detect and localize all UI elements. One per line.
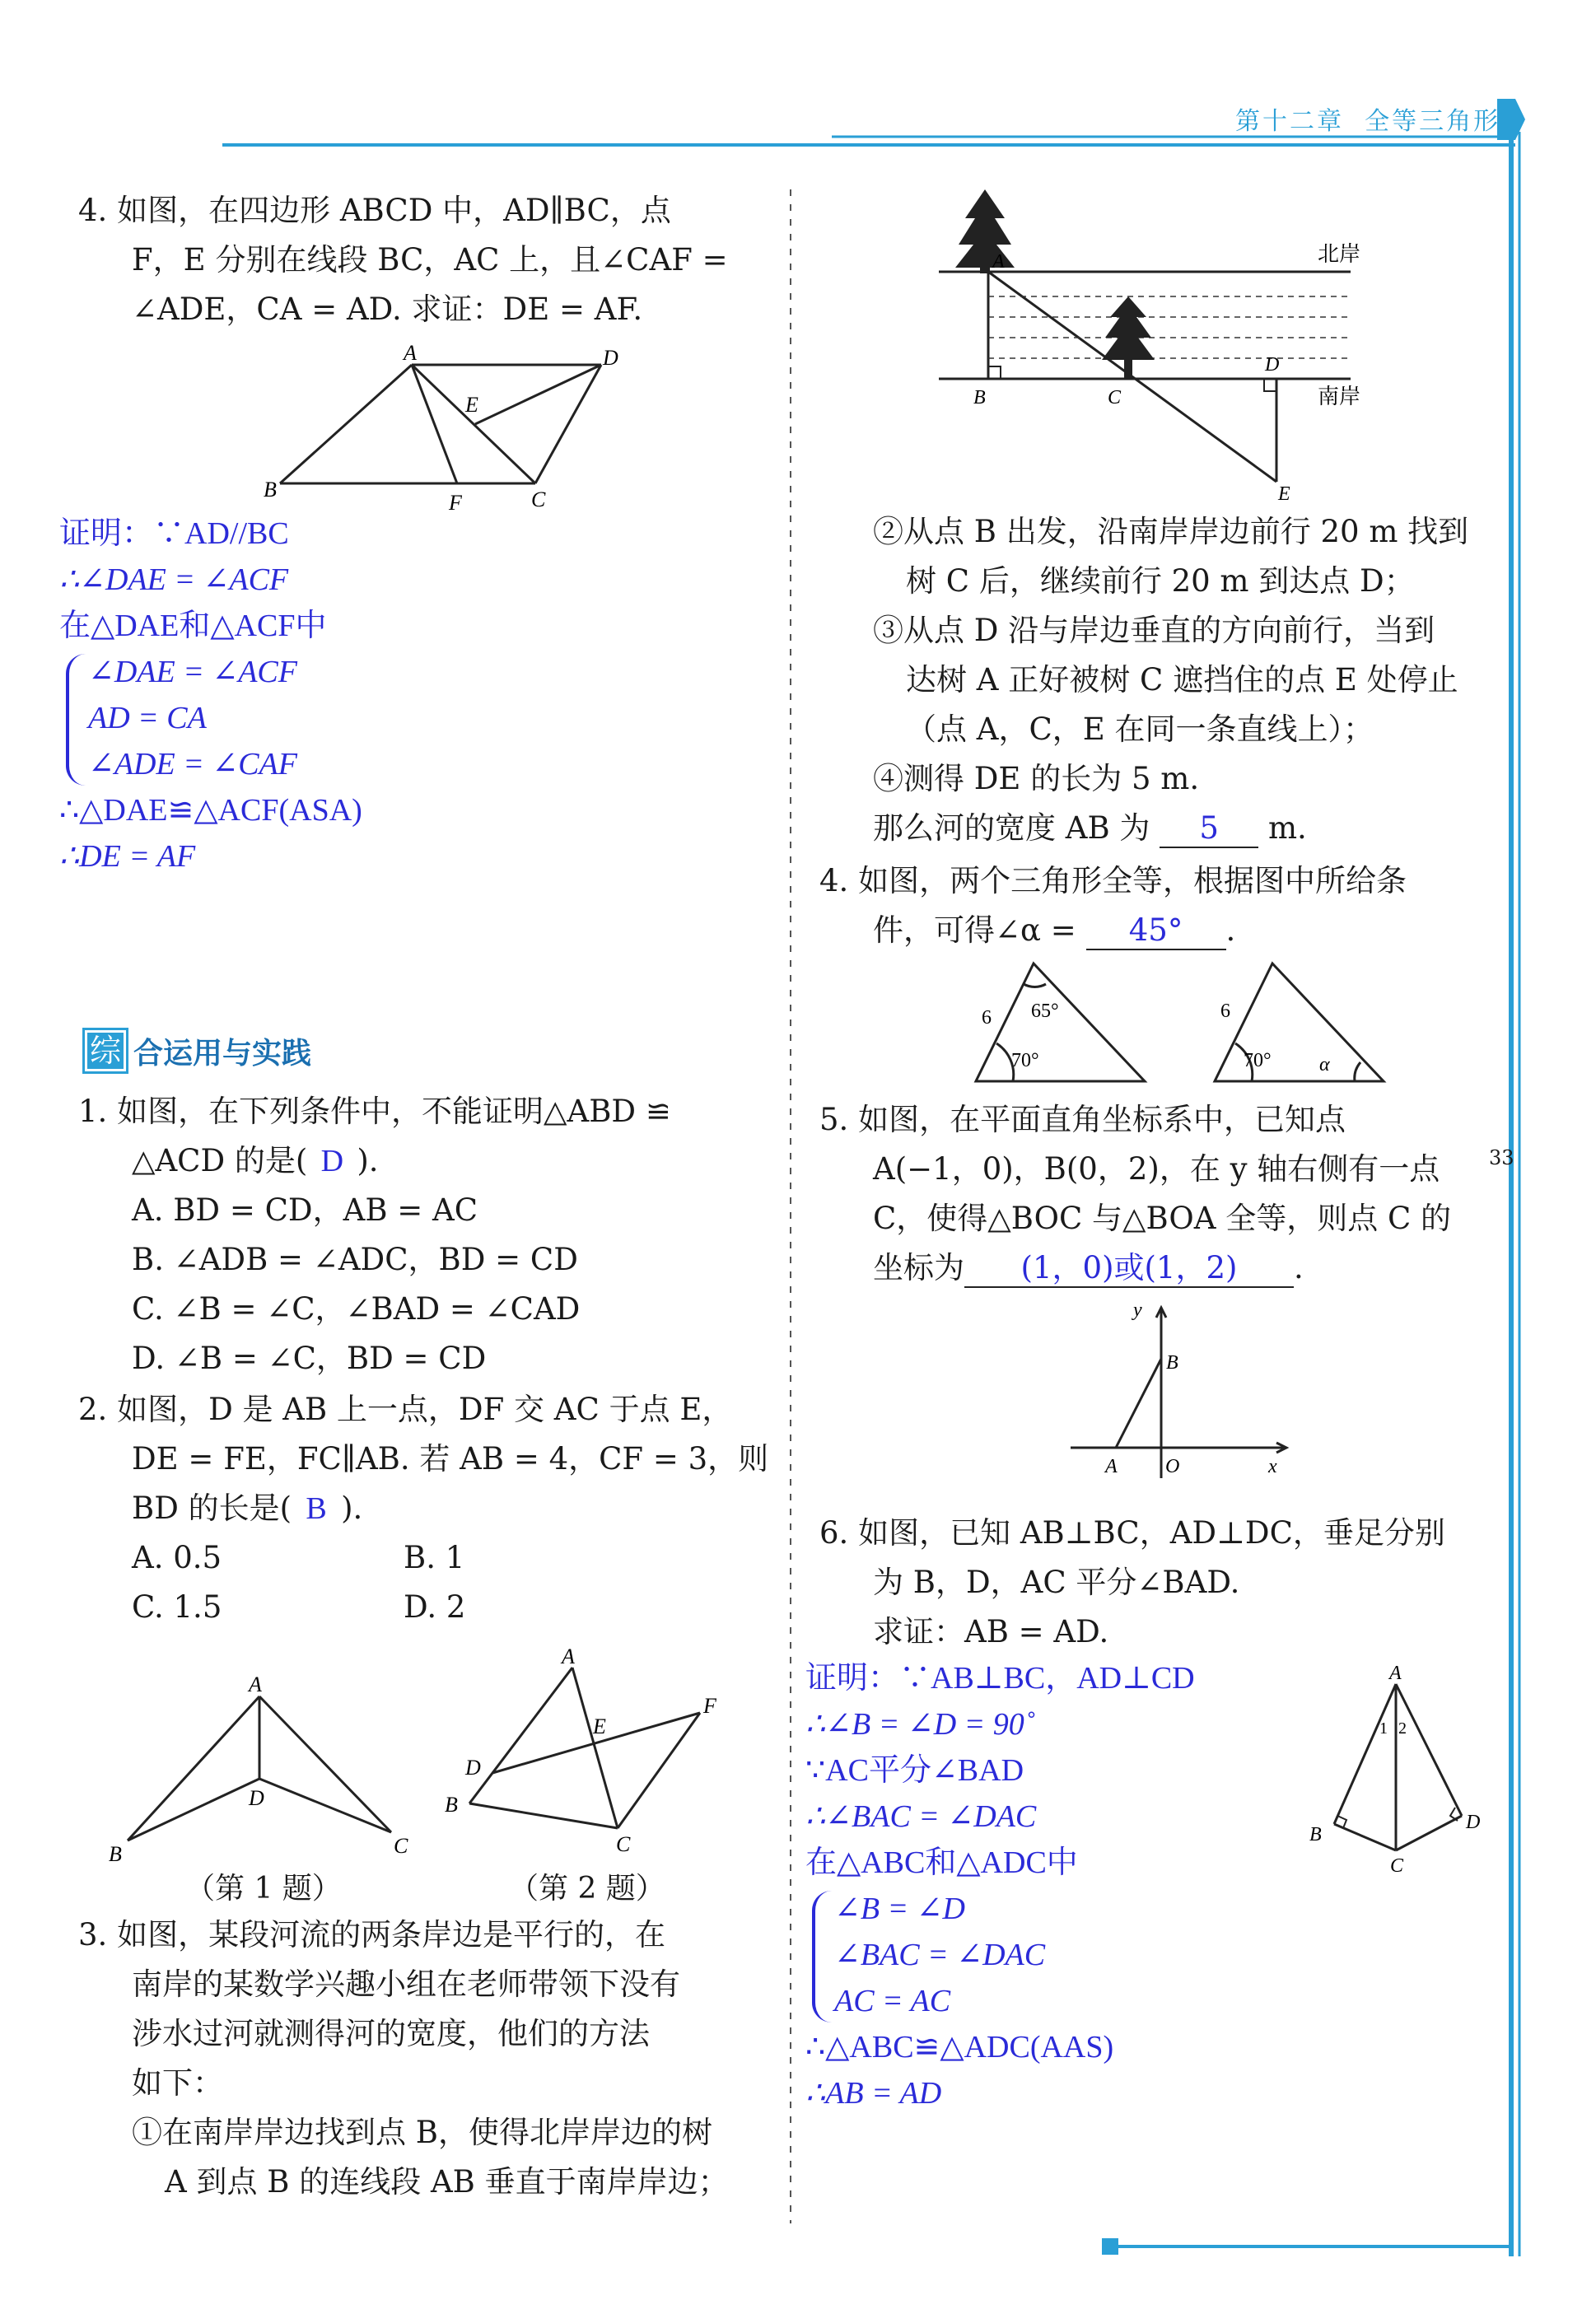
label-D: D [603, 346, 618, 370]
q2-option-d: D. 2 [404, 1589, 466, 1625]
q2-option-a: A. 0.5 [132, 1540, 222, 1575]
chapter-header [1235, 100, 1500, 137]
q6-proof-5: 在△ABC和△ADC中 [805, 1845, 1078, 1880]
q6-end-2: ∴AB = AD [805, 2076, 942, 2111]
figure-kite [1297, 1659, 1503, 1882]
fig1-B: B [109, 1842, 122, 1866]
q1-option-c: C. ∠B = ∠C，∠BAD = ∠CAD [132, 1291, 581, 1327]
q6-brace [812, 1891, 832, 2022]
q3c-line-7-end: m. [1267, 810, 1307, 846]
q1-option-d: D. ∠B = ∠C，BD = CD [132, 1341, 487, 1376]
figure-1 [99, 1663, 428, 1869]
q2-line-3: BD 的长是( [132, 1491, 292, 1526]
q1-line-1: 1. 如图，在下列条件中，不能证明△ABD ≌ [78, 1094, 671, 1129]
q1-line-2-end: ). [357, 1143, 379, 1178]
rq4-line-2-end: . [1225, 912, 1236, 948]
q6-proof [805, 1655, 1195, 2116]
tri2-alpha: α [1319, 1054, 1330, 1075]
fig1-D: D [249, 1786, 264, 1810]
section-header [82, 1028, 311, 1074]
kite-angle-2: 2 [1398, 1719, 1407, 1738]
fig2-C: C [616, 1832, 631, 1856]
tri1-angle-left: 70° [1011, 1050, 1039, 1071]
q5-line-2: A(−1，0)，B(0，2)，在 y 轴右侧有一点 [873, 1151, 1440, 1187]
tri1-angle-top: 65° [1031, 1001, 1059, 1022]
axis-y: y [1133, 1299, 1142, 1321]
q1-answer: D [320, 1144, 344, 1178]
tri2-side: 6 [1220, 1001, 1230, 1022]
brace-line-3: ∠ADE = ∠CAF [88, 747, 297, 781]
q3-line-4: 如下： [132, 2065, 223, 2101]
q3c-line-4: 达树 A 正好被树 C 遮挡住的点 E 处停止 [906, 662, 1458, 697]
kite-angle-1: 1 [1379, 1719, 1388, 1738]
proof-line-3: 在△DAE和△ACF中 [59, 609, 327, 643]
section-title: 合运用与实践 [133, 1036, 312, 1071]
q1-line-2: △ACD 的是( [132, 1143, 308, 1178]
q6-brace-1: ∠B = ∠D [834, 1892, 965, 1926]
q2-line-2: DE = FE，FC∥AB. 若 AB = 4，CF = 3，则 [132, 1441, 769, 1477]
q3c-answer: 5 [1160, 810, 1258, 848]
figure-triangles [964, 951, 1392, 1095]
q6-proof-3: ∵AC平分∠BAD [805, 1753, 1024, 1788]
q1-option-a: A. BD = CD，AB = AC [132, 1192, 478, 1228]
q3-line-3: 涉水过河就测得河的宽度，他们的方法 [132, 2016, 650, 2051]
label-F: F [449, 491, 462, 515]
rq4-answer: 45° [1086, 912, 1226, 950]
figure-river [922, 185, 1384, 506]
q2-option-c: C. 1.5 [132, 1589, 222, 1625]
fig2-D: D [465, 1756, 481, 1780]
q4-line-1: 4. 如图，在四边形 ABCD 中，AD∥BC，点 [78, 193, 671, 228]
kite-A: A [1389, 1663, 1402, 1684]
q6-brace-3: AC = AC [834, 1984, 951, 2018]
figure-2 [436, 1639, 741, 1861]
figure-axes [1062, 1293, 1301, 1491]
proof-line-5: ∴DE = AF [59, 839, 196, 874]
label-B: B [264, 478, 277, 502]
q1-option-b: B. ∠ADB = ∠ADC，BD = CD [132, 1242, 578, 1277]
tri2-angle-left: 70° [1244, 1050, 1272, 1071]
fig2-B: B [445, 1793, 458, 1817]
q3c-line-6: ④测得 DE 的长为 5 m. [873, 761, 1200, 796]
q3-line-1: 3. 如图，某段河流的两条岸边是平行的，在 [78, 1917, 666, 1952]
section-icon: 综 [82, 1028, 128, 1074]
tree-icon [955, 189, 1015, 273]
label-C: C [531, 488, 546, 511]
q6-line-1: 6. 如图，已知 AB⊥BC，AD⊥DC，垂足分别 [819, 1515, 1445, 1551]
tri1-side: 6 [982, 1007, 992, 1029]
q3-line-5: ①在南岸岸边找到点 B，使得北岸岸边的树 [132, 2115, 712, 2150]
q3-line-2: 南岸的某数学兴趣小组在老师带领下没有 [132, 1966, 680, 2002]
right-q4 [819, 856, 1407, 955]
proof-line-4: ∴△DAE≌△ACF(ASA) [59, 793, 362, 828]
q5-answer: (1，0)或(1，2) [964, 1250, 1294, 1288]
chapter-number: 第十二章 [1235, 107, 1344, 136]
brace [66, 654, 86, 786]
label-A: A [404, 342, 417, 365]
axis-B: B [1166, 1352, 1178, 1374]
proof-line-1: 证明：∵AD//BC [59, 516, 289, 551]
q2-answer: B [306, 1491, 327, 1526]
q3c-line-1: ②从点 B 出发，沿南岸岸边前行 20 m 找到 [873, 514, 1469, 549]
right-q6 [819, 1509, 1445, 1657]
brace-line-2: AD = CA [88, 701, 207, 735]
q6-brace-2: ∠BAC = ∠DAC [834, 1938, 1046, 1972]
tree-icon-2 [1102, 296, 1155, 379]
kite-D: D [1466, 1812, 1481, 1833]
figure-quadrilateral [264, 342, 626, 519]
q6-brace-group [805, 1886, 1195, 2024]
q5-line-4: 坐标为 [873, 1250, 964, 1285]
axis-O: O [1165, 1456, 1180, 1477]
proof-brace-group [59, 649, 362, 787]
kite-B: B [1309, 1824, 1322, 1845]
page-number: 33 [1489, 1146, 1514, 1169]
q5-line-1: 5. 如图，在平面直角坐标系中，已知点 [819, 1102, 1346, 1137]
fig1-A: A [249, 1673, 262, 1696]
q5-line-3: C，使得△BOC 与△BOA 全等，则点 C 的 [873, 1201, 1452, 1236]
right-q3-cont [873, 507, 1468, 853]
q2-line-1: 2. 如图，D 是 AB 上一点，DF 交 AC 于点 E， [78, 1392, 733, 1427]
fig1-caption: （第 1 题） [185, 1872, 342, 1906]
q3c-line-7: 那么河的宽度 AB 为 [873, 810, 1150, 846]
kite-C: C [1390, 1855, 1404, 1877]
river-E: E [1278, 483, 1290, 505]
north-bank: 北岸 [1318, 242, 1361, 266]
q4-line-3: ∠ADE，CA = AD. 求证：DE = AF. [132, 292, 643, 327]
q5-line-4-end: . [1294, 1250, 1304, 1285]
left-q1 [78, 1087, 671, 1383]
q3c-line-3: ③从点 D 沿与岸边垂直的方向前行，当到 [873, 613, 1435, 648]
chapter-title: 全等三角形 [1365, 107, 1501, 136]
fig2-E: E [593, 1715, 606, 1738]
river-C: C [1108, 387, 1122, 408]
q6-proof-4: ∴∠BAC = ∠DAC [805, 1799, 1037, 1834]
axis-x: x [1268, 1456, 1277, 1477]
q6-proof-1: 证明：∵AB⊥BC，AD⊥CD [805, 1661, 1195, 1696]
south-bank: 南岸 [1318, 385, 1361, 408]
left-q4 [78, 186, 728, 334]
left-q2 [78, 1385, 768, 1632]
fig2-caption: （第 2 题） [509, 1872, 665, 1906]
q6-line-2: 为 B，D，AC 平分∠BAD. [873, 1565, 1240, 1600]
rq4-line-1: 4. 如图，两个三角形全等，根据图中所给条 [819, 863, 1407, 898]
rq4-line-2: 件，可得∠α = [873, 912, 1076, 948]
axis-A: A [1105, 1456, 1118, 1477]
q3-line-6: A 到点 B 的连线段 AB 垂直于南岸岸边； [165, 2164, 729, 2200]
brace-line-1: ∠DAE = ∠ACF [88, 655, 297, 689]
q6-line-3: 求证：AB = AD. [873, 1614, 1109, 1649]
q2-option-b: B. 1 [404, 1540, 465, 1575]
fig1-C: C [394, 1834, 408, 1858]
river-D: D [1265, 354, 1280, 376]
q3c-line-2: 树 C 后，继续前行 20 m 到达点 D； [906, 563, 1415, 599]
label-E: E [465, 393, 478, 417]
proof-line-2: ∴∠DAE = ∠ACF [59, 562, 289, 597]
fig2-F: F [703, 1694, 716, 1718]
q4-proof [59, 511, 362, 879]
fig2-A: A [562, 1645, 575, 1668]
river-A: A [992, 251, 1005, 273]
river-B: B [973, 387, 986, 408]
q6-end-1: ∴△ABC≌△ADC(AAS) [805, 2030, 1114, 2064]
left-q3 [78, 1910, 729, 2207]
right-q5 [819, 1095, 1451, 1293]
q4-line-2: F，E 分别在线段 BC，AC 上，且∠CAF = [132, 242, 728, 278]
q6-proof-2: ∴∠B = ∠D = 90˚ [805, 1707, 1035, 1742]
q2-line-3-end: ). [341, 1491, 363, 1526]
q3c-line-5: （点 A，C，E 在同一条直线上）； [906, 711, 1374, 747]
